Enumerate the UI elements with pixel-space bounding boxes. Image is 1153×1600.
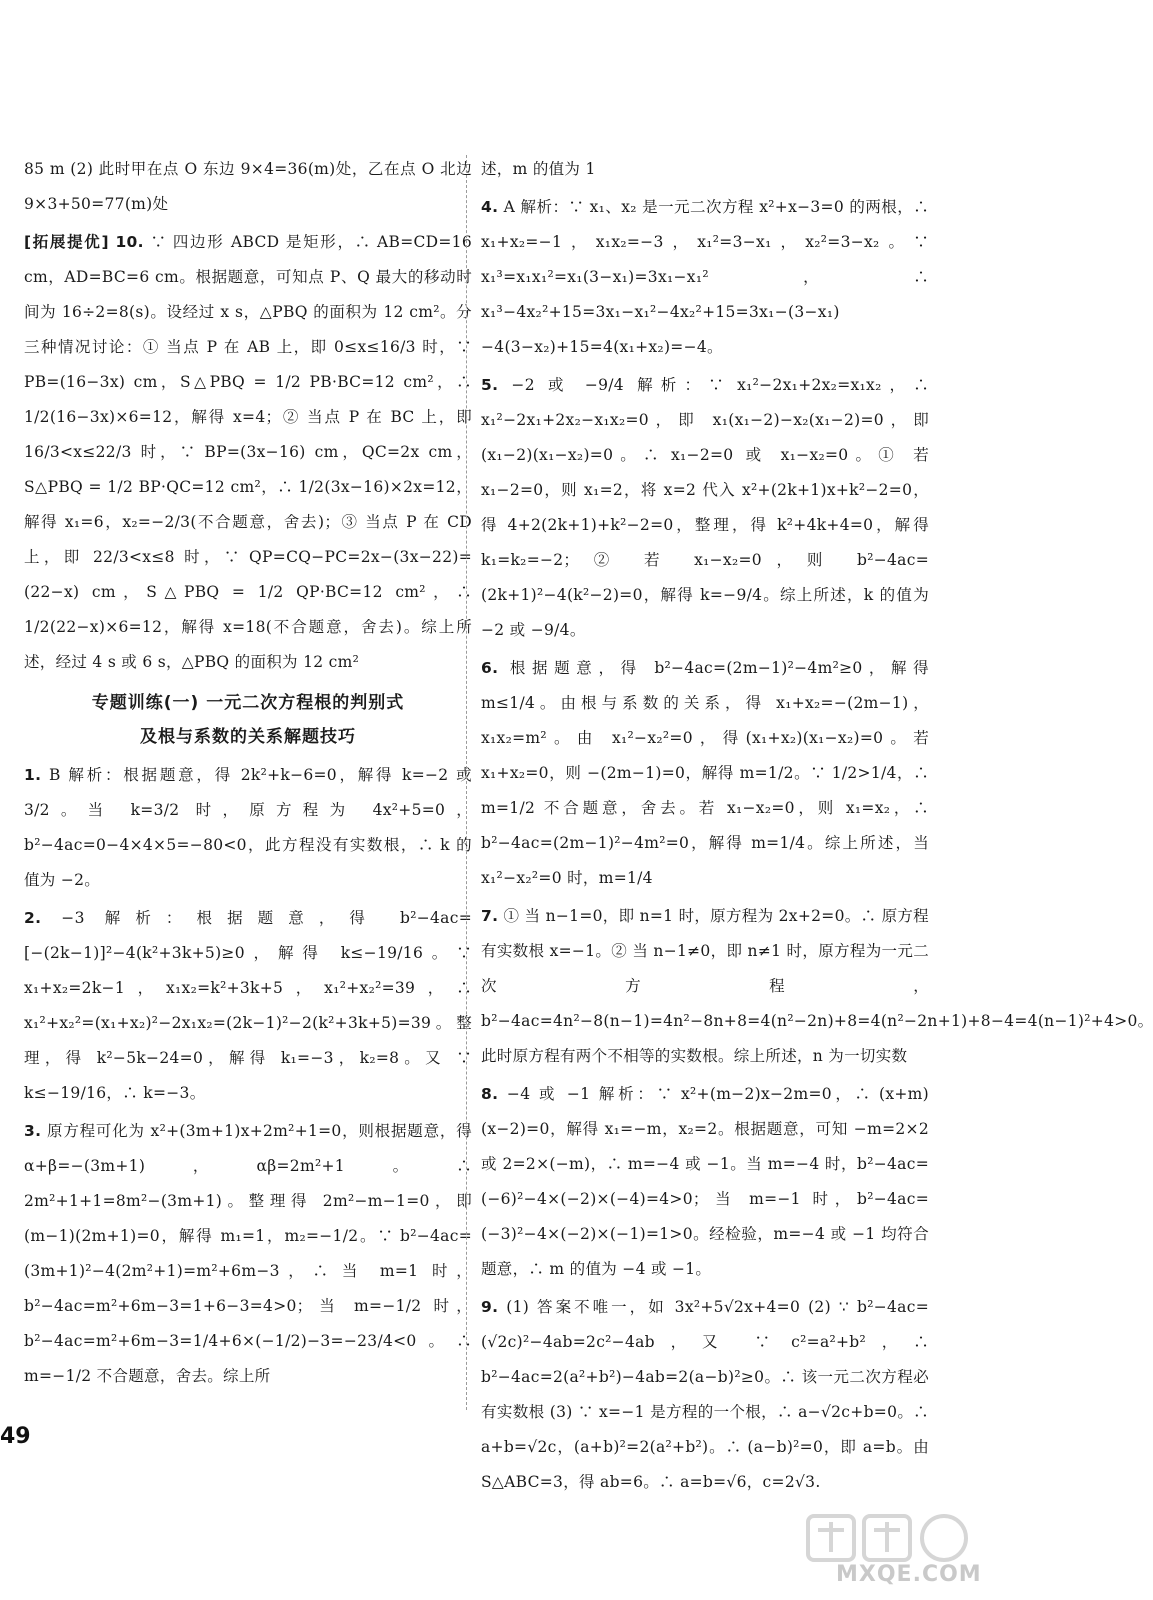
- watermark-text: MXQE.COM: [836, 1562, 982, 1587]
- paragraph-q8: [481, 1077, 929, 1287]
- question-number: 4.: [481, 198, 499, 216]
- question-number: 3.: [24, 1122, 42, 1140]
- question-text: ① 当 n−1=0，即 n=1 时，原方程为 2x+2=0。∴ 原方程有实数根 x=−1。② 当 n−1≠0，即 n≠1 时，原方程为一元二次方程，b²−4ac=4n²−8(n−1)=4n²−8n+8=4(n²−2n)+8=4(n²−2n+1)+8−4=4(n−1)²+4>0。此时原方程有两个不相等的实数根。综上所述，n 为一切实数: [481, 907, 1153, 1065]
- section-title-line1: 专题训练(一) 一元二次方程根的判别式: [91, 693, 405, 713]
- tag-label: [拓展提优]: [24, 233, 109, 251]
- paragraph-q4: [481, 190, 929, 365]
- question-text: A 解析：∵ x₁、x₂ 是一元二次方程 x²+x−3=0 的两根，∴ x₁+x₂=−1，x₁x₂=−3，x₁²=3−x₁，x₂²=3−x₂。∵ x₁³=x₁x₁²=x₁(3−x₁)=3x₁−x₁²，∴ x₁³−4x₂²+15=3x₁−x₁²−4x₂²+15=3x₁−(3−x₁)−4(3−x₂)+15=4(x₁+x₂)=−4。: [481, 198, 929, 356]
- paragraph-q2: [24, 901, 472, 1111]
- section-title-line2: 及根与系数的关系解题技巧: [140, 727, 356, 747]
- question-number: 10.: [115, 233, 144, 251]
- paragraph-q10: [24, 225, 472, 680]
- paragraph-q3: [24, 1114, 472, 1394]
- question-text: (1) 答案不唯一，如 3x²+5√2x+4=0 (2) ∵ b²−4ac=(√2c)²−4ab=2c²−4ab，又 ∵ c²=a²+b²，∴ b²−4ac=2(a²+b²)−4ab=2(a−b)²≥0。∴ 该一元二次方程必有实数根 (3) ∵ x=−1 是方程的一个根，∴ a−√2c+b=0。∴ a+b=√2c，(a+b)²=2(a²+b²)。∴ (a−b)²=0，即 a=b。由 S△ABC=3，得 ab=6。∴ a=b=√6，c=2√3.: [481, 1298, 929, 1491]
- paragraph-q5: [481, 368, 929, 648]
- paragraph-q1: [24, 758, 472, 898]
- question-text: 根据题意，得 b²−4ac=(2m−1)²−4m²≥0，解得 m≤1/4。由根与系数的关系，得 x₁+x₂=−(2m−1)，x₁x₂=m²。由 x₁²−x₂²=0，得(x₁+x₂)(x₁−x₂)=0。若 x₁+x₂=0，则 −(2m−1)=0，解得 m=1/2。∵ 1/2>1/4，∴ m=1/2 不合题意，舍去。若 x₁−x₂=0，则 x₁=x₂，∴ b²−4ac=(2m−1)²−4m²=0，解得 m=1/4。综上所述，当 x₁²−x₂²=0 时，m=1/4: [481, 659, 929, 887]
- left-column: [24, 152, 472, 1397]
- paragraph-q7: [481, 899, 1153, 1074]
- question-text: B 解析：根据题意，得 2k²+k−6=0，解得 k=−2 或 3/2。当 k=3/2 时，原方程为 4x²+5=0，b²−4ac=0−4×4×5=−80<0，此方程没有实数根，∴ k 的值为 −2。: [24, 766, 472, 889]
- question-text: 原方程可化为 x²+(3m+1)x+2m²+1=0，则根据题意，得 α+β=−(3m+1)，αβ=2m²+1。∴ 2m²+1+1=8m²−(3m+1)。整理得 2m²−m−1=0，即(m−1)(2m+1)=0，解得 m₁=1，m₂=−1/2。∵ b²−4ac=(3m+1)²−4(2m²+1)=m²+6m−3，∴ 当 m=1 时，b²−4ac=m²+6m−3=1+6−3=4>0；当 m=−1/2 时，b²−4ac=m²+6m−3=1/4+6×(−1/2)−3=−23/4<0。∴ m=−1/2 不合题意，舍去。综上所: [24, 1122, 472, 1385]
- question-text: −4 或 −1 解析：∵ x²+(m−2)x−2m=0，∴ (x+m)(x−2)=0，解得 x₁=−m，x₂=2。根据题意，可知 −m=2×2 或 2=2×(−m)，∴ m=−4 或 −1。当 m=−4 时，b²−4ac=(−6)²−4×(−2)×(−4)=4>0；当 m=−1 时，b²−4ac=(−3)²−4×(−2)×(−1)=1>0。经检验，m=−4 或 −1 均符合题意，∴ m 的值为 −4 或 −1。: [481, 1085, 929, 1278]
- question-number: 8.: [481, 1085, 499, 1103]
- question-number: 1.: [24, 766, 42, 784]
- page-number: 49: [0, 1424, 31, 1449]
- paragraph-q6: [481, 651, 929, 896]
- paragraph-q-prev: 85 m (2) 此时甲在点 O 东边 9×4=36(m)处，乙在点 O 北边 9×3+50=77(m)处: [24, 160, 472, 213]
- question-text: −3 解析：根据题意，得 b²−4ac=[−(2k−1)]²−4(k²+3k+5)≥0，解得 k≤−19/16。∵ x₁+x₂=2k−1，x₁x₂=k²+3k+5，x₁²+x₂²=39，∴ x₁²+x₂²=(x₁+x₂)²−2x₁x₂=(2k−1)²−2(k²+3k+5)=39。整理，得 k²−5k−24=0，解得 k₁=−3，k₂=8。又 ∵ k≤−19/16，∴ k=−3。: [24, 909, 472, 1102]
- question-number: 9.: [481, 1298, 499, 1316]
- column-divider: [466, 155, 467, 1410]
- paragraph-continuation: 述，m 的值为 1: [481, 160, 596, 178]
- section-title: [24, 686, 472, 754]
- right-column: [481, 152, 1153, 1503]
- question-number: 7.: [481, 907, 499, 925]
- paragraph-q9: [481, 1290, 929, 1500]
- question-text: ∵ 四边形 ABCD 是矩形，∴ AB=CD=16 cm，AD=BC=6 cm。根据题意，可知点 P、Q 最大的移动时间为 16÷2=8(s)。设经过 x s，△PBQ 的面积为 12 cm²。分三种情况讨论：① 当点 P 在 AB 上，即 0≤x≤16/3 时，∵ PB=(16−3x) cm，S△PBQ = 1/2 PB·BC=12 cm²，∴ 1/2(16−3x)×6=12，解得 x=4；② 当点 P 在 BC 上，即 16/3<x≤22/3 时，∵ BP=(3x−16) cm，QC=2x cm，S△PBQ = 1/2 BP·QC=12 cm²，∴ 1/2(3x−16)×2x=12，解得 x₁=6，x₂=−2/3(不合题意，舍去)；③ 当点 P 在 CD 上，即 22/3<x≤8 时，∵ QP=CQ−PC=2x−(3x−22)=(22−x) cm，S△PBQ = 1/2 QP·BC=12 cm²，∴ 1/2(22−x)×6=12，解得 x=18(不合题意，舍去)。综上所述，经过 4 s 或 6 s，△PBQ 的面积为 12 cm²: [24, 233, 473, 671]
- question-text: −2 或 −9/4 解析：∵ x₁²−2x₁+2x₂=x₁x₂，∴ x₁²−2x₁+2x₂−x₁x₂=0，即 x₁(x₁−2)−x₂(x₁−2)=0，即(x₁−2)(x₁−x₂)=0。∴ x₁−2=0 或 x₁−x₂=0。① 若 x₁−2=0，则 x₁=2，将 x=2 代入 x²+(2k+1)x+k²−2=0，得 4+2(2k+1)+k²−2=0，整理，得 k²+4k+4=0，解得 k₁=k₂=−2；② 若 x₁−x₂=0，则 b²−4ac=(2k+1)²−4(k²−2)=0，解得 k=−9/4。综上所述，k 的值为 −2 或 −9/4。: [481, 376, 929, 639]
- question-number: 5.: [481, 376, 499, 394]
- question-number: 2.: [24, 909, 42, 927]
- question-number: 6.: [481, 659, 499, 677]
